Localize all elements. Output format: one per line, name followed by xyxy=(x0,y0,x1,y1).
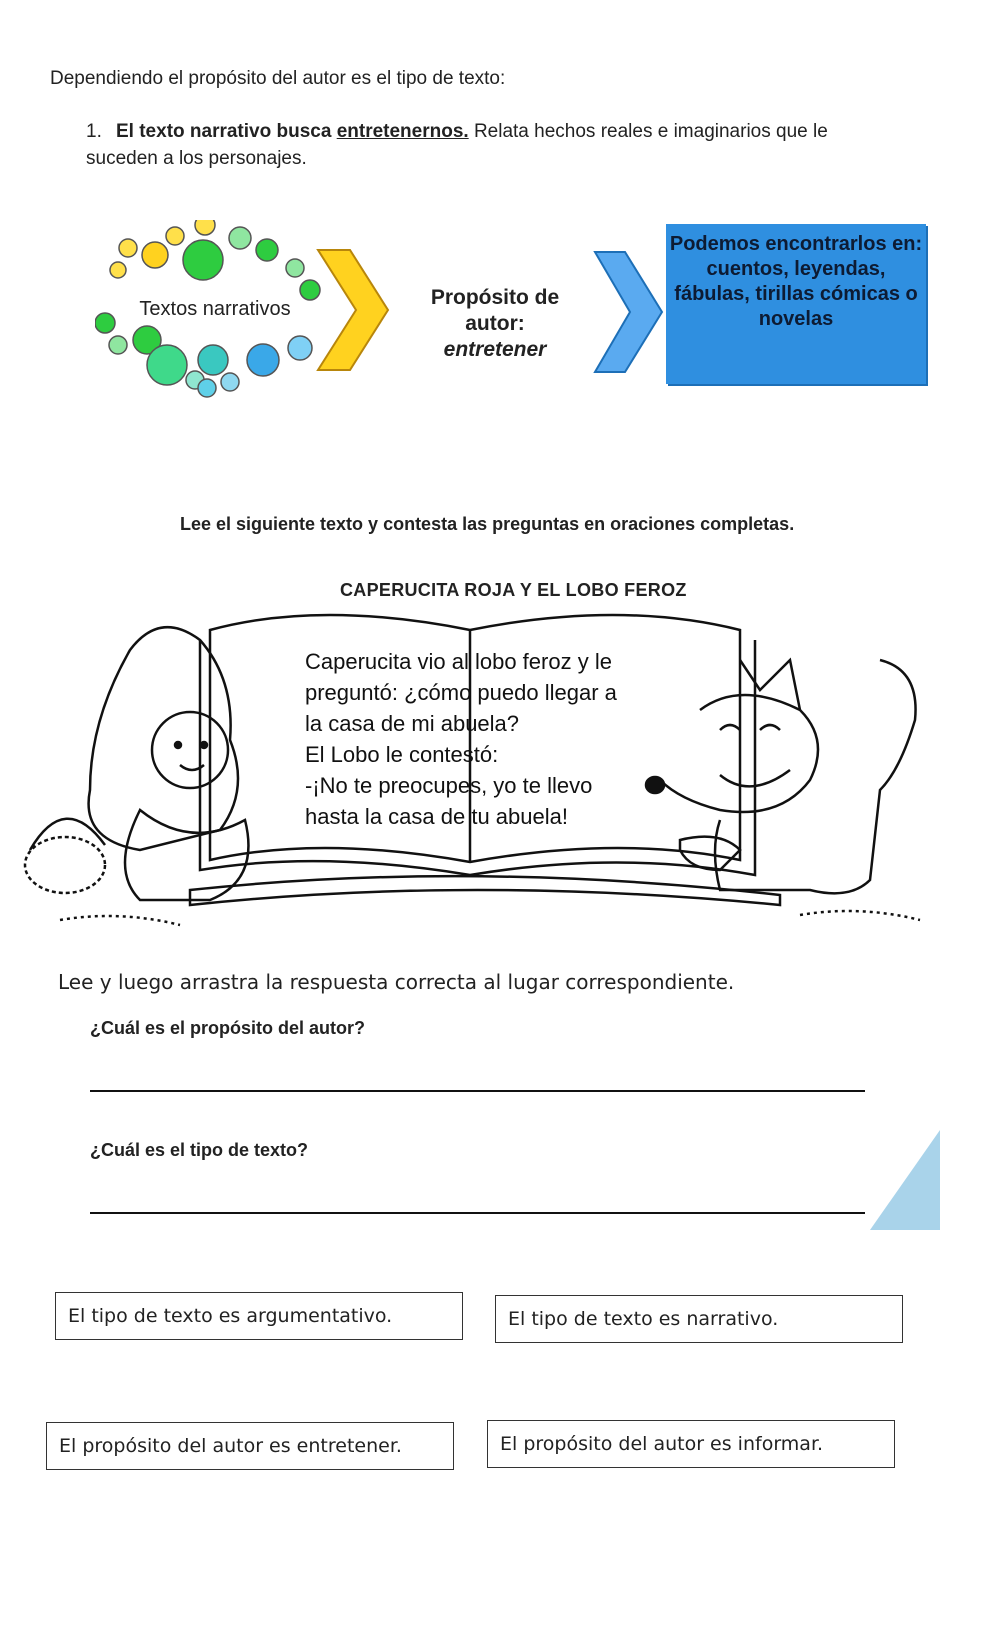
question-purpose: ¿Cuál es el propósito del autor? xyxy=(90,1018,366,1038)
blue-chevron-icon xyxy=(590,250,665,375)
reading-instruction: Lee el siguiente texto y contesta las preguntas en oraciones completas. xyxy=(180,514,795,534)
wolf-icon xyxy=(646,660,916,893)
yellow-chevron-icon xyxy=(310,245,390,375)
bubble xyxy=(119,239,137,257)
bubble xyxy=(229,227,251,249)
bubble xyxy=(221,373,239,391)
story-text xyxy=(305,646,685,832)
story-line: la casa de mi abuela? xyxy=(305,711,520,736)
answer-card-argumentative[interactable]: El tipo de texto es argumentativo. xyxy=(55,1292,463,1340)
story-line: preguntó: ¿cómo puedo llegar a xyxy=(305,680,617,705)
definition-keyword: entretenernos. xyxy=(336,121,469,142)
purpose-title: Propósito de autor: xyxy=(430,286,560,335)
answer-card-entertain[interactable]: El propósito del autor es entretener. xyxy=(46,1422,454,1470)
bubble xyxy=(195,220,215,235)
bubble xyxy=(183,240,223,280)
bubble xyxy=(147,345,187,385)
bubble xyxy=(110,262,126,278)
bubble xyxy=(288,336,312,360)
definition-lead: El texto narrativo busca xyxy=(116,121,332,142)
bubble xyxy=(247,344,279,376)
book-cover xyxy=(190,876,780,905)
bubble xyxy=(198,379,216,397)
answer-drop-zone-purpose[interactable] xyxy=(90,1090,865,1092)
bubble xyxy=(198,345,228,375)
answer-card-narrative[interactable]: El tipo de texto es narrativo. xyxy=(495,1295,903,1343)
bubble xyxy=(256,239,278,261)
bubble xyxy=(95,313,115,333)
purpose-value: entretener xyxy=(443,338,547,361)
story-line: El Lobo le contestó: xyxy=(305,742,499,767)
item-number: 1. xyxy=(86,121,102,142)
story-title: CAPERUCITA ROJA Y EL LOBO FEROZ xyxy=(340,580,687,600)
answer-card-inform[interactable]: El propósito del autor es informar. xyxy=(487,1420,895,1468)
bubble xyxy=(109,336,127,354)
definition-rest: Relata hechos reales e imaginarios que le suceden a los personajes. xyxy=(86,121,828,169)
answer-drop-zone-type[interactable] xyxy=(90,1212,865,1214)
story-line: -¡No te preocupes, yo te llevo xyxy=(305,773,593,798)
bubble xyxy=(286,259,304,277)
intro-heading: Dependiendo el propósito del autor es el tipo de texto: xyxy=(50,68,506,89)
story-line: Caperucita vio al lobo feroz y le xyxy=(305,649,612,674)
question-text-type: ¿Cuál es el tipo de texto? xyxy=(90,1140,309,1160)
bubble-label: Textos narrativos xyxy=(139,298,291,320)
narrative-definition xyxy=(86,118,866,172)
drag-instruction: Lee y luego arrastra la respuesta correcta al lugar correspondiente. xyxy=(58,970,735,994)
story-line: hasta la casa de tu abuela! xyxy=(305,804,568,829)
purpose-label xyxy=(400,285,590,363)
page-corner-decoration xyxy=(870,1130,940,1230)
bubble xyxy=(142,242,168,268)
bubble xyxy=(166,227,184,245)
examples-text: Podemos encontrarlos en: cuentos, leyendas, fábulas, tirillas cómicas o novelas xyxy=(669,233,923,330)
